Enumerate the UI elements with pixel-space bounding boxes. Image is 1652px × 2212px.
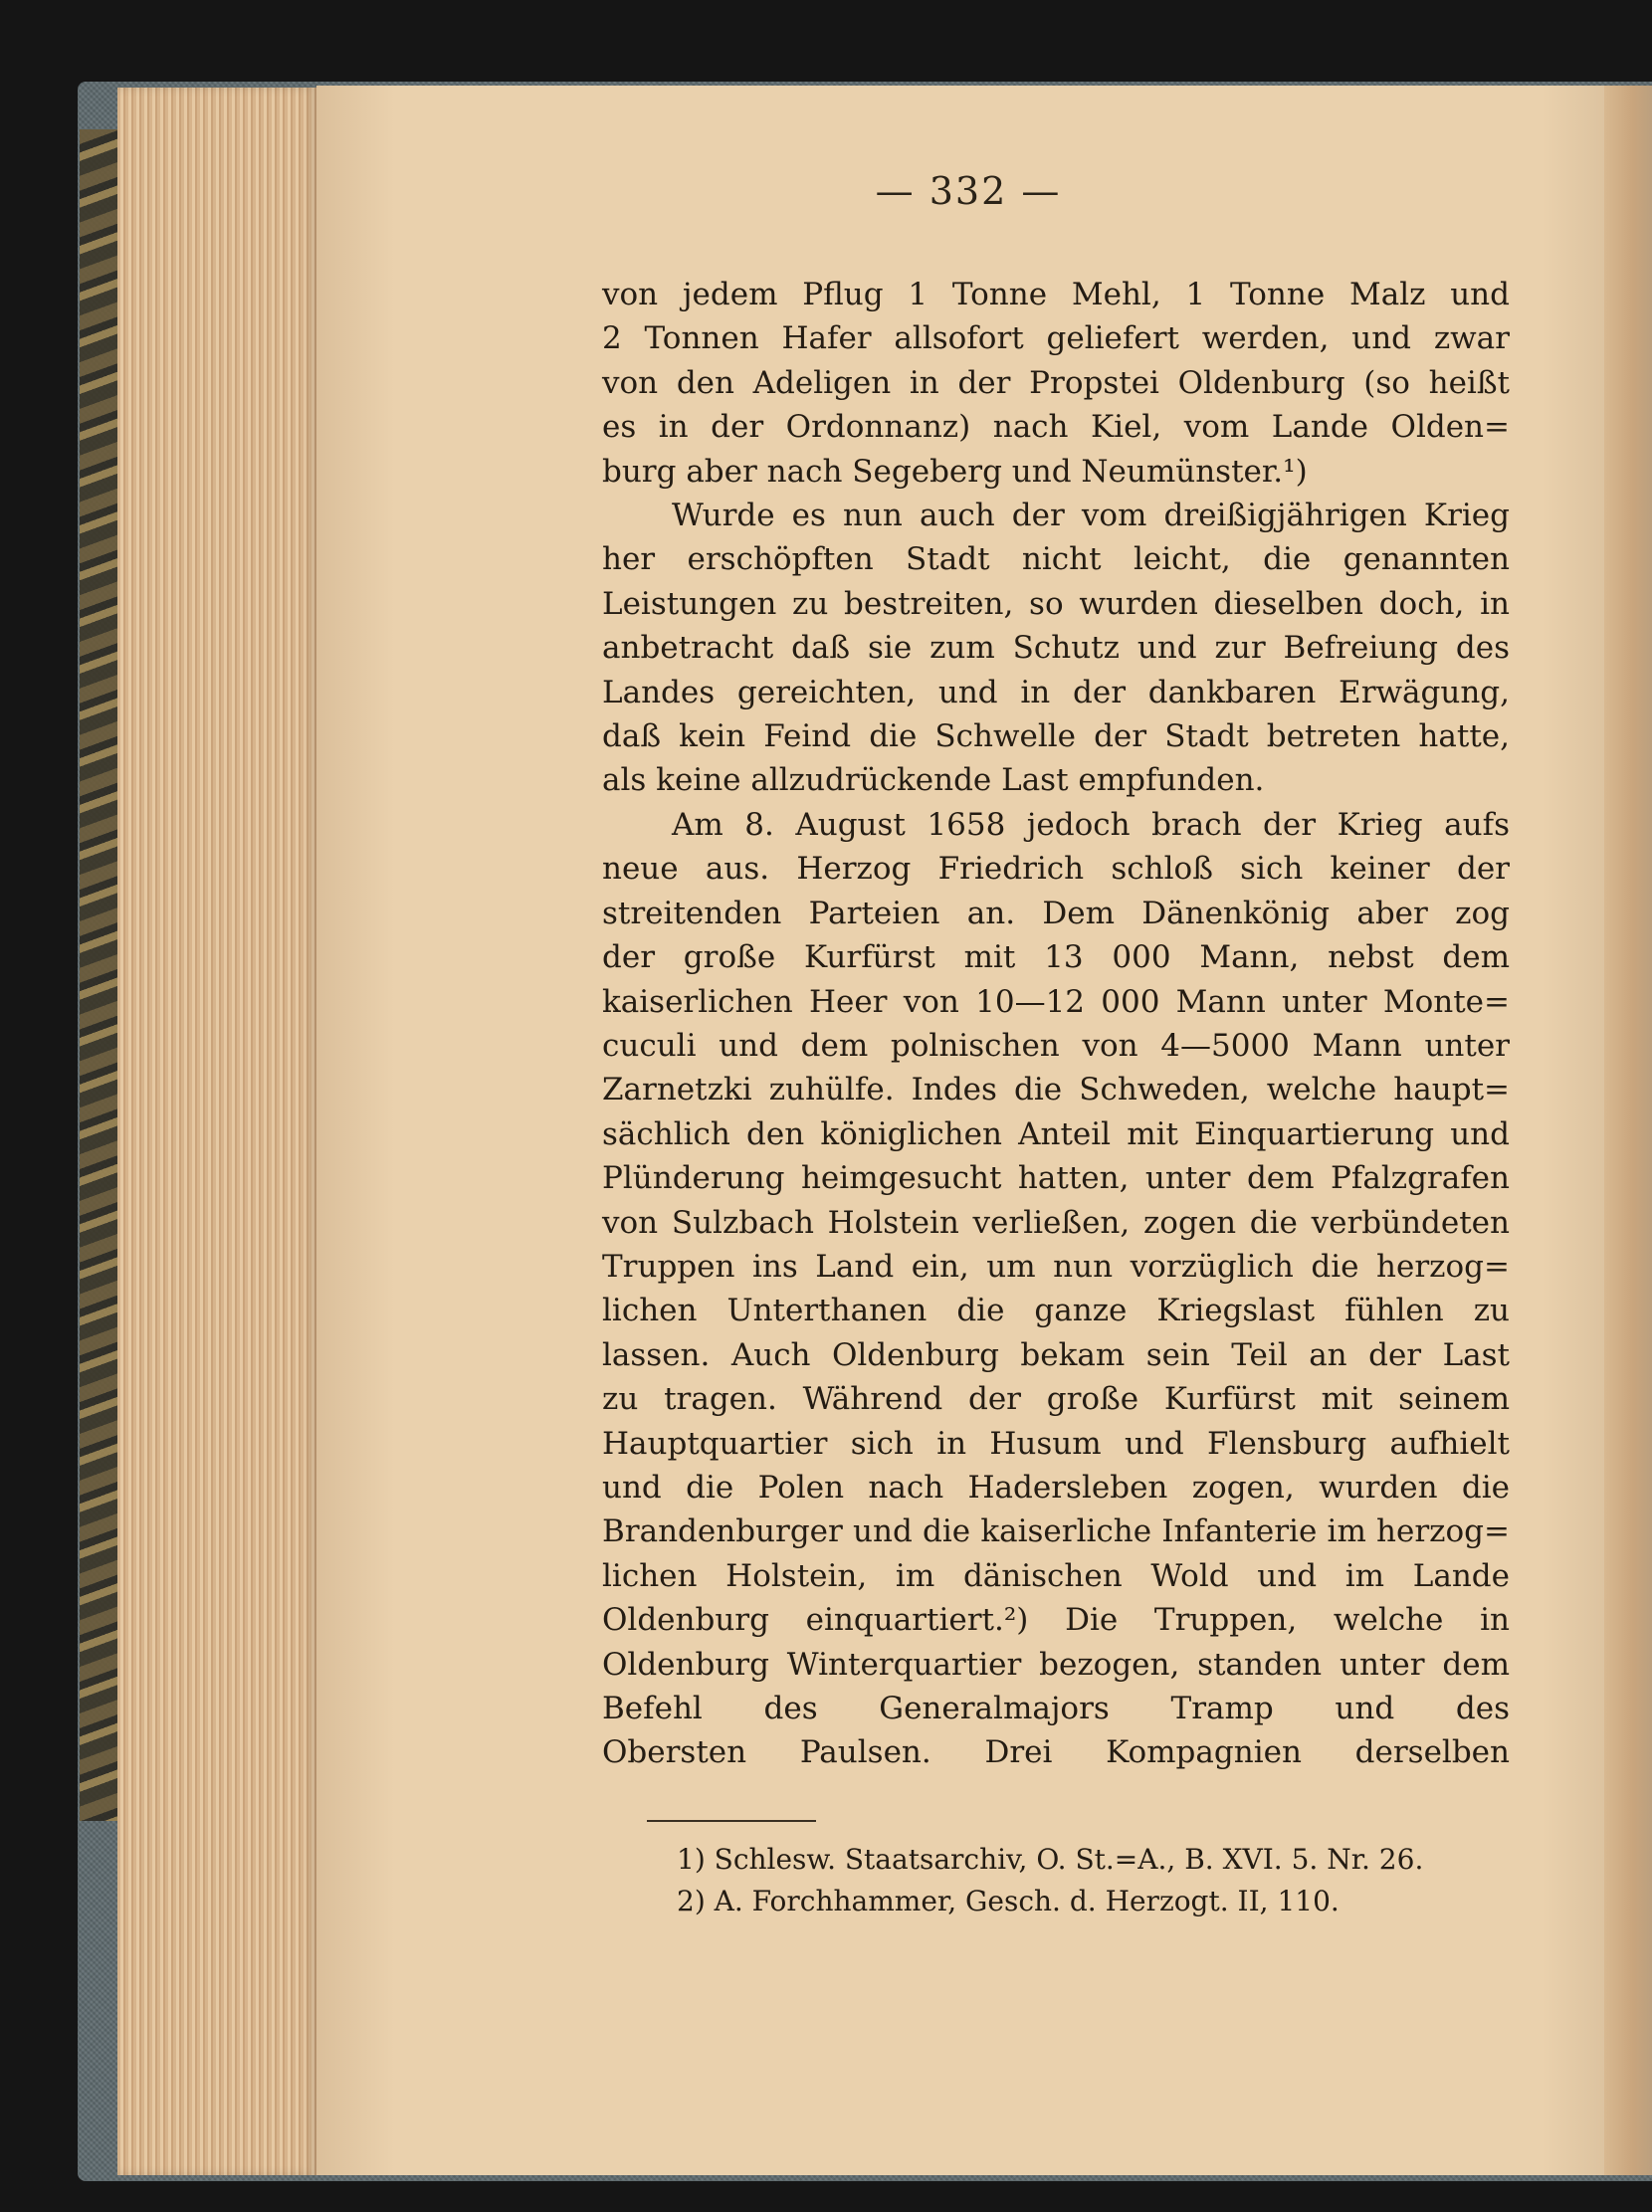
text-line: Brandenburger und die kaiserliche Infanterie im herzog=: [602, 1513, 1510, 1550]
text-line: lichen Holstein, im dänischen Wold und im Lande: [602, 1557, 1510, 1594]
page-gutter: [1604, 86, 1652, 2175]
text-line: Befehl des Generalmajors Tramp und des: [602, 1691, 1510, 1726]
text-line: burg aber nach Segeberg und Neumünster.¹): [602, 453, 1308, 490]
text-line: daß kein Feind die Schwelle der Stadt betreten hatte,: [602, 718, 1510, 755]
text-line: 2 Tonnen Hafer allsofort geliefert werden, und zwar: [602, 320, 1510, 357]
text-line: der große Kurfürst mit 13 000 Mann, nebst dem: [602, 939, 1510, 976]
footnote-line: 1) Schlesw. Staatsarchiv, O. St.=A., B. XVI. 5. Nr. 26.: [677, 1843, 1424, 1876]
text-line: und die Polen nach Hadersleben zogen, wurden die: [602, 1469, 1510, 1506]
text-line: Oldenburg einquartiert.²) Die Truppen, welche in: [602, 1602, 1510, 1639]
text-line: cuculi und dem polnischen von 4—5000 Mann unter: [602, 1027, 1510, 1064]
text-line: Wurde es nun auch der vom dreißigjährigen Krieg: [672, 498, 1510, 534]
page-number: — 332 —: [875, 169, 1062, 213]
text-line: von jedem Pflug 1 Tonne Mehl, 1 Tonne Malz und: [602, 277, 1510, 312]
text-line: Leistungen zu bestreiten, so wurden dieselben doch, in: [602, 585, 1510, 622]
text-line: kaiserlichen Heer von 10—12 000 Mann unter Monte=: [602, 983, 1510, 1020]
text-line: neue aus. Herzog Friedrich schloß sich keiner der: [602, 851, 1510, 888]
body-text: [602, 273, 1510, 1775]
page-block-edge: [117, 88, 316, 2175]
footnote-rule: [647, 1820, 816, 1822]
text-line: anbetracht daß sie zum Schutz und zur Befreiung des: [602, 630, 1510, 667]
text-line: Obersten Paulsen. Drei Kompagnien derselben: [602, 1734, 1510, 1771]
text-line: her erschöpften Stadt nicht leicht, die genannten: [602, 541, 1510, 578]
text-line: als keine allzudrückende Last empfunden.: [602, 762, 1265, 799]
text-line: Oldenburg Winterquartier bezogen, standen unter dem: [602, 1646, 1510, 1683]
text-line: lassen. Auch Oldenburg bekam sein Teil an der Last: [602, 1336, 1510, 1373]
text-line: Zarnetzki zuhülfe. Indes die Schweden, welche haupt=: [602, 1072, 1510, 1108]
text-line: Truppen ins Land ein, um nun vorzüglich die herzog=: [602, 1248, 1510, 1285]
text-line: von Sulzbach Holstein verließen, zogen die verbündeten: [602, 1204, 1510, 1241]
text-line: Landes gereichten, und in der dankbaren Erwägung,: [602, 674, 1510, 710]
text-line: von den Adeligen in der Propstei Oldenburg (so heißt: [602, 364, 1510, 401]
text-line: lichen Unterthanen die ganze Kriegslast fühlen zu: [602, 1293, 1510, 1329]
text-line: sächlich den königlichen Anteil mit Einquartierung und: [602, 1115, 1510, 1152]
text-line: Hauptquartier sich in Husum und Flensburg aufhielt: [602, 1425, 1510, 1462]
footnote-line: 2) A. Forchhammer, Gesch. d. Herzogt. II, 110.: [677, 1885, 1340, 1917]
text-line: streitenden Parteien an. Dem Dänenkönig aber zog: [602, 895, 1510, 931]
footnotes: [677, 1839, 1523, 1922]
text-line: Plünderung heimgesucht hatten, unter dem Pfalzgrafen: [602, 1160, 1510, 1197]
text-line: es in der Ordonnanz) nach Kiel, vom Lande Olden=: [602, 409, 1510, 446]
text-line: Am 8. August 1658 jedoch brach der Krieg aufs: [672, 806, 1510, 843]
marbled-endpaper: [80, 129, 117, 1821]
text-line: zu tragen. Während der große Kurfürst mit seinem: [602, 1381, 1510, 1418]
